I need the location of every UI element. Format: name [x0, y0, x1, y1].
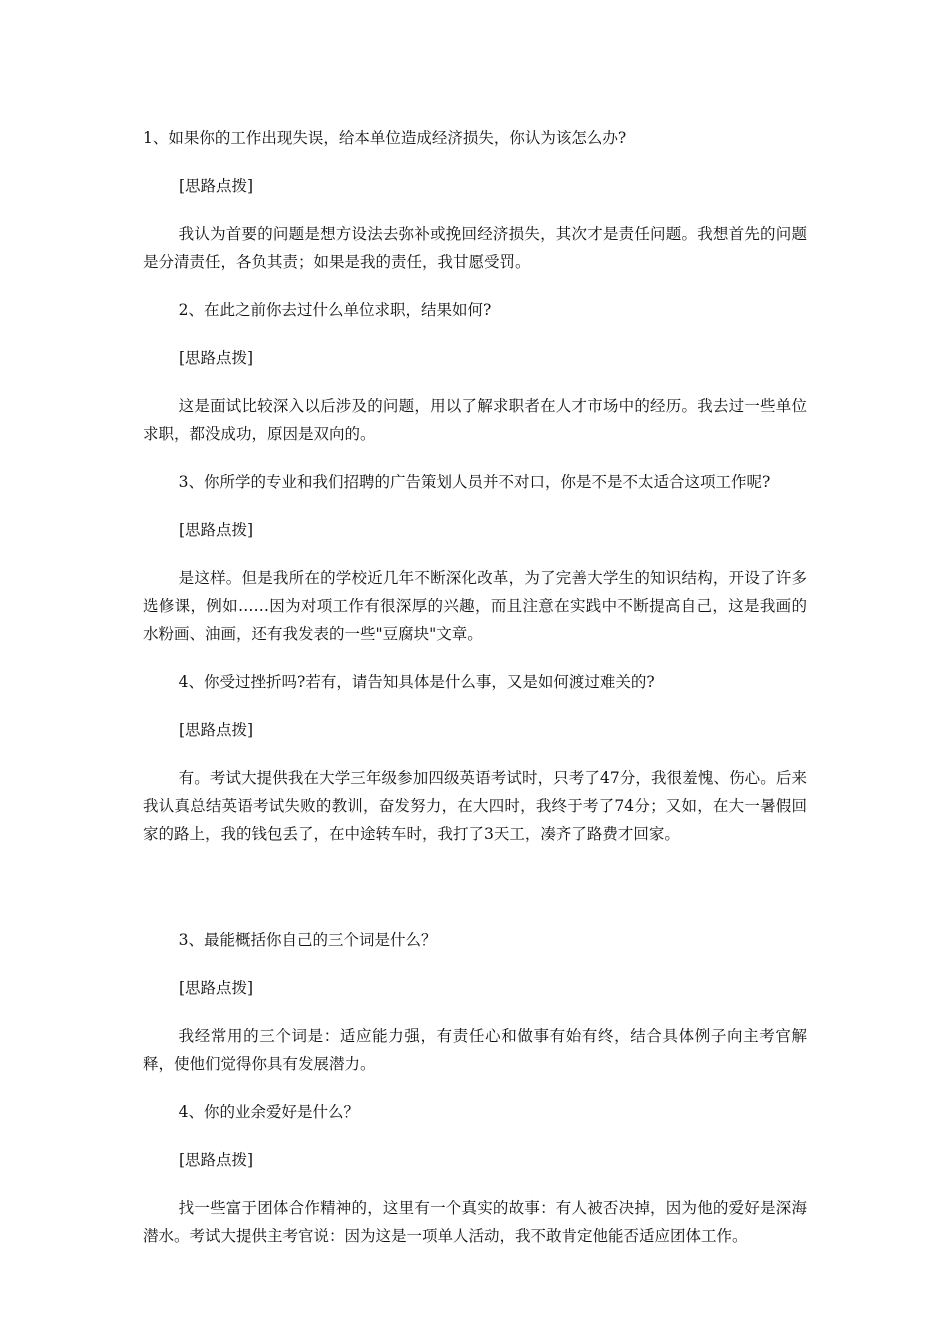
- answer-1: 我认为首要的问题是想方设法去弥补或挽回经济损失，其次才是责任问题。我想首先的问题是分清责任，各负其责；如果是我的责任，我甘愿受罚。: [143, 225, 807, 271]
- hint-label-5: [思路点拨]: [179, 979, 254, 997]
- hint-label-4: [思路点拨]: [179, 721, 254, 739]
- section-spacer: [143, 868, 807, 926]
- answer-2: 这是面试比较深入以后涉及的问题，用以了解求职者在人才市场中的经历。我去过一些单位求职，都没成功，原因是双向的。: [143, 397, 807, 443]
- answer-4: 有。考试大提供我在大学三年级参加四级英语考试时，只考了47分，我很羞愧、伤心。后来我认真总结英语考试失败的教训，奋发努力，在大四时，我终于考了74分；又如，在大一暑假回家的路上，我的钱包丢了，在中途转车时，我打了3天工，凑齐了路费才回家。: [143, 769, 807, 843]
- question-3: 3、你所学的专业和我们招聘的广告策划人员并不对口，你是不是不太适合这项工作呢?: [178, 473, 771, 491]
- question-6: 4、你的业余爱好是什么？: [178, 1103, 360, 1121]
- hint-label-1: [思路点拨]: [179, 177, 254, 195]
- document-body: [143, 124, 807, 1270]
- hint-label-6: [思路点拨]: [179, 1151, 254, 1169]
- question-1: 1、如果你的工作出现失误，给本单位造成经济损失，你认为该怎么办?: [143, 129, 627, 147]
- answer-6: 找一些富于团体合作精神的，这里有一个真实的故事：有人被否决掉，因为他的爱好是深海潜水。考试大提供主考官说：因为这是一项单人活动，我不敢肯定他能否适应团体工作。: [143, 1199, 807, 1245]
- question-5: 3、最能概括你自己的三个词是什么？: [178, 931, 437, 949]
- question-4: 4、你受过挫折吗?若有，请告知具体是什么事，又是如何渡过难关的?: [178, 673, 655, 691]
- answer-3: 是这样。但是我所在的学校近几年不断深化改革，为了完善大学生的知识结构，开设了许多选修课，例如……因为对项工作有很深厚的兴趣，而且注意在实践中不断提高自己，这是我画的水粉画、油画，还有我发表的一些"豆腐块"文章。: [143, 569, 807, 643]
- hint-label-3: [思路点拨]: [179, 521, 254, 539]
- question-2: 2、在此之前你去过什么单位求职，结果如何?: [178, 301, 492, 319]
- answer-5: 我经常用的三个词是：适应能力强，有责任心和做事有始有终，结合具体例子向主考官解释，使他们觉得你具有发展潜力。: [143, 1027, 807, 1073]
- hint-label-2: [思路点拨]: [179, 349, 254, 367]
